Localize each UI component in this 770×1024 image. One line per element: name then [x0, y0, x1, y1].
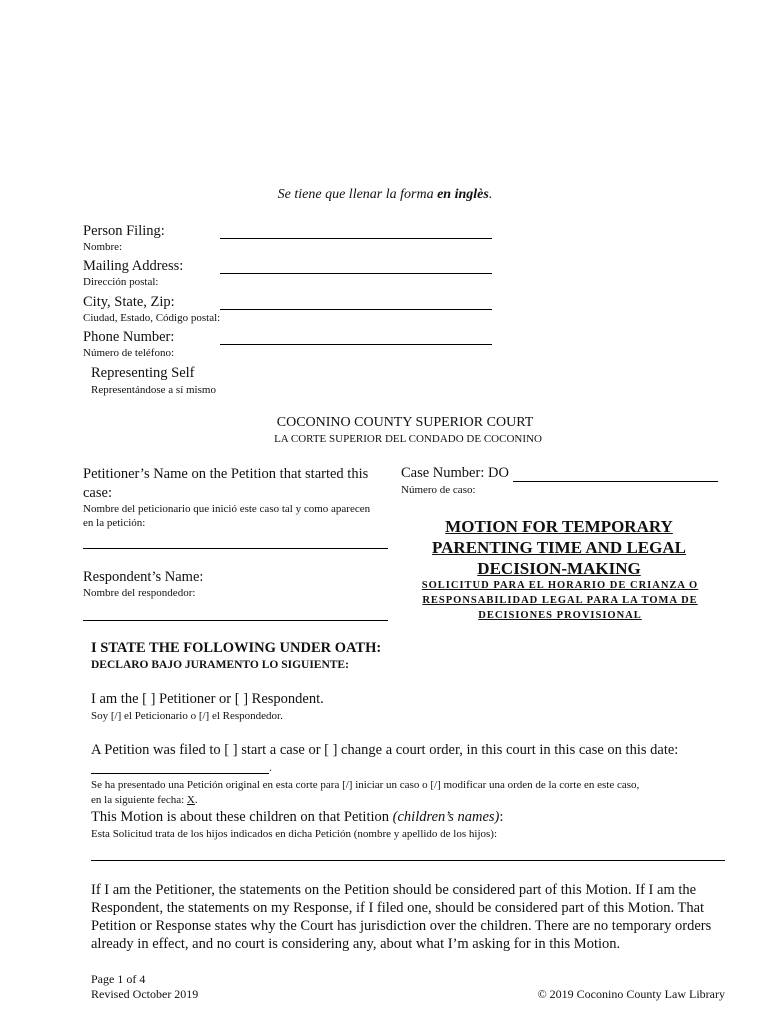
respondent-name-label-es: Nombre del respondedor:: [83, 587, 196, 599]
petition-date-line-es: [91, 794, 198, 806]
role-statement: I am the [ ] Petitioner or [ ] Respondent.: [91, 691, 324, 707]
city-state-zip-label: City, State, Zip:: [83, 294, 175, 310]
respondent-name-label: Respondent’s Name:: [83, 569, 204, 585]
mailing-address-label: Mailing Address:: [83, 258, 184, 274]
person-filing-label: Person Filing:: [83, 223, 165, 239]
phone-number-field[interactable]: [220, 344, 492, 345]
phone-number-label: Phone Number:: [83, 329, 175, 345]
form-language-notice: [0, 187, 770, 203]
petition-date-end-es: .: [194, 794, 198, 806]
motion-title: MOTION FOR TEMPORARY PARENTING TIME AND LEGAL DECISION-MAKING: [432, 517, 686, 578]
motion-title-es: SOLICITUD PARA EL HORARIO DE CRIANZA O RESPONSABILIDAD LEGAL PARA LA TOMA DE DECISIONES PROVISIONAL: [421, 580, 699, 621]
revision-date: Revised October 2019: [91, 987, 199, 1001]
role-statement-es: Soy [/] el Peticionario o [/] el Respondedor.: [91, 710, 283, 722]
oath-heading-es: DECLARO BAJO JURAMENTO LO SIGUIENTE:: [91, 659, 349, 671]
children-statement: [91, 809, 503, 826]
children-text: This Motion is about these children on that Petition: [91, 809, 393, 825]
children-hint: (children’s names): [392, 809, 500, 825]
copyright: © 2019 Coconino County Law Library: [537, 987, 725, 1001]
city-state-zip-field[interactable]: [220, 309, 492, 310]
children-statement-es: Esta Solicitud trata de los hijos indicados en dicha Petición (nombre y apellido de los hijos):: [91, 828, 498, 840]
phone-number-label-es: Número de teléfono:: [83, 347, 175, 359]
notice-text: Se tiene que llenar la forma: [277, 187, 438, 202]
mailing-address-field[interactable]: [220, 273, 492, 274]
petition-date-field[interactable]: [91, 773, 269, 774]
case-number-label: Case Number: DO: [401, 465, 509, 481]
notice-end: .: [488, 187, 493, 202]
respondent-name-field[interactable]: [83, 620, 388, 621]
oath-heading: I STATE THE FOLLOWING UNDER OATH:: [91, 640, 382, 656]
petitioner-name-field[interactable]: [83, 548, 388, 549]
representing-self-label-es: Representándose a sí mismo: [91, 384, 216, 396]
petition-filed-statement: A Petition was filed to [ ] start a case or [ ] change a court order, in this court in this case on this date:: [91, 742, 679, 758]
petition-date-label-es: en la siguiente fecha:: [91, 794, 187, 806]
petitioner-name-label-es: Nombre del peticionario que inició este caso tal y como aparecen en la petición:: [83, 503, 371, 529]
petitioner-name-label: Petitioner’s Name on the Petition that started this case:: [83, 466, 369, 501]
case-number-field[interactable]: [513, 481, 718, 482]
children-names-field[interactable]: [91, 860, 725, 861]
petition-date-mark: X: [186, 794, 195, 806]
page-number: Page 1 of 4: [91, 972, 146, 986]
petition-date-period: .: [269, 760, 272, 774]
court-name-es: LA CORTE SUPERIOR DEL CONDADO DE COCONINO: [274, 433, 542, 445]
notice-emphasis: en inglès: [437, 187, 489, 202]
children-colon: :: [499, 809, 504, 825]
person-filing-field[interactable]: [220, 238, 492, 239]
mailing-address-label-es: Dirección postal:: [83, 276, 159, 288]
jurisdiction-paragraph: If I am the Petitioner, the statements on the Petition should be considered part of this Motion. If I am the Respondent, the statements on my Response, if I filed one, should be considered part of this Motion. That Petition or Response states why the Court has jurisdiction over the children. There are no temporary orders already in effect, and no court is considering any, about what I’m asking for in this Motion.: [91, 882, 712, 952]
city-state-zip-label-es: Ciudad, Estado, Código postal:: [83, 312, 221, 324]
person-filing-label-es: Nombre:: [83, 241, 123, 253]
petition-filed-statement-es: Se ha presentado una Petición original en esta corte para [/] iniciar un caso o [/] modificar una orden de la corte en este caso,: [91, 779, 640, 791]
representing-self-label: Representing Self: [91, 365, 195, 381]
court-name: COCONINO COUNTY SUPERIOR COURT: [276, 415, 534, 430]
case-number-label-es: Número de caso:: [401, 484, 476, 496]
